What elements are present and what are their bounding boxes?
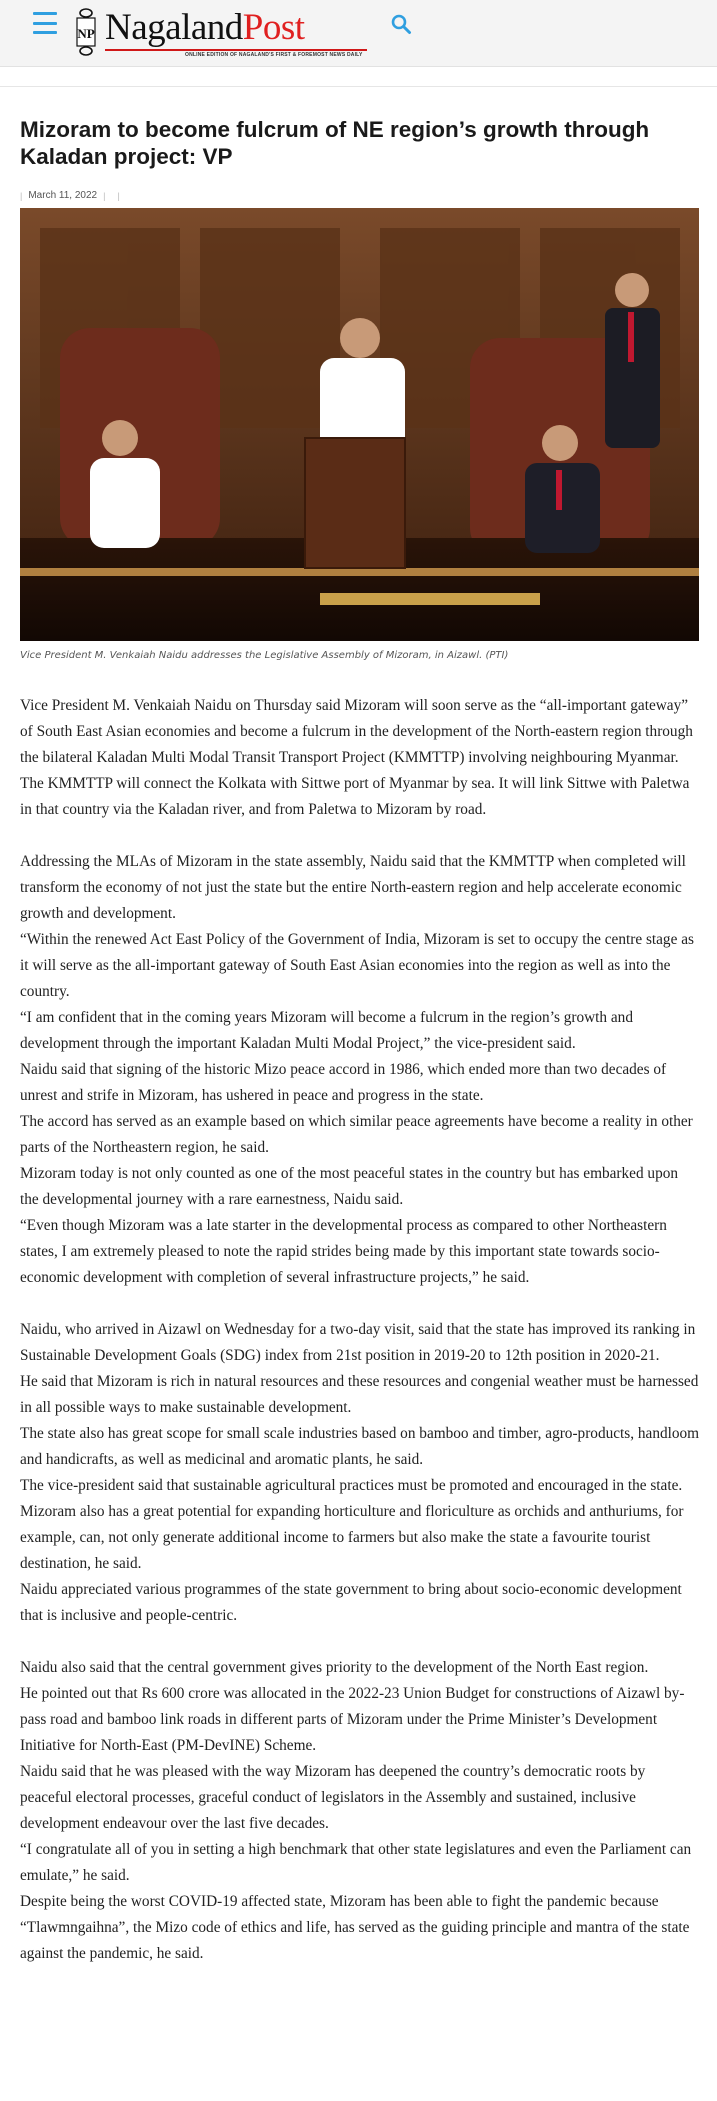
hamburger-menu-icon[interactable] bbox=[33, 12, 57, 34]
article-paragraph: Naidu said that he was pleased with the way Mizoram has deepened the country’s democratic roots by peaceful electoral processes, graceful conduct of legislators in the Assembly and sustained, inclusive development endeavour over the last five decades. bbox=[20, 1763, 646, 1832]
article-photo bbox=[20, 208, 699, 641]
article-meta bbox=[20, 190, 126, 201]
article-paragraph: The KMMTTP will connect the Kolkata with Sittwe port of Myanmar by sea. It will link Sittwe with Paletwa in that country via the Kaladan river, and from Paletwa to Mizoram by road. bbox=[20, 775, 690, 818]
article-body bbox=[20, 693, 700, 1967]
article-paragraph: Mizoram today is not only counted as one of the most peaceful states in the country but has embarked upon the developmental journey with a rare earnestness, Naidu said. bbox=[20, 1165, 679, 1208]
article-paragraph: “I am confident that in the coming years Mizoram will become a fulcrum in the region’s growth and development through the important Kaladan Multi Modal Project,” the vice-president said. bbox=[20, 1009, 633, 1052]
article-paragraph: Naidu appreciated various programmes of the state government to bring about socio-economic development that is inclusive and people-centric. bbox=[20, 1581, 682, 1624]
article-paragraph: “I congratulate all of you in setting a high benchmark that other state legislatures and even the Parliament can emulate,” he said. bbox=[20, 1841, 692, 1884]
meta-separator: | bbox=[117, 190, 120, 201]
article-paragraph: Naidu also said that the central government gives priority to the development of the North East region. bbox=[20, 1659, 649, 1676]
meta-separator: | bbox=[20, 190, 23, 201]
menu-bar bbox=[33, 22, 57, 25]
logo-mark-text: NP bbox=[77, 26, 95, 41]
article-date: March 11, 2022 bbox=[28, 190, 98, 201]
article-title: Mizoram to become fulcrum of NE region’s growth through Kaladan project: VP bbox=[20, 117, 650, 169]
article-paragraph: The accord has served as an example based on which similar peace agreements have become a reality in other parts of the Northeastern region, he said. bbox=[20, 1113, 693, 1156]
logo-tagline: ONLINE EDITION OF NAGALAND'S FIRST & FOREMOST NEWS DAILY bbox=[185, 52, 363, 58]
article-paragraph: The vice-president said that sustainable agricultural practices must be promoted and encouraged in the state. bbox=[20, 1477, 683, 1494]
article-paragraph: Addressing the MLAs of Mizoram in the state assembly, Naidu said that the KMMTTP when completed will transform the economy of not just the state but the entire North-eastern region and help accelerate economic growth and development. bbox=[20, 853, 686, 922]
article-paragraph: Mizoram also has a great potential for expanding horticulture and floriculture as orchids and anthuriums, for example, can, not only generate additional income to farmers but also make the state a favourite tourist destination, he said. bbox=[20, 1503, 684, 1572]
divider bbox=[0, 86, 717, 87]
site-logo[interactable] bbox=[75, 6, 375, 60]
menu-bar bbox=[33, 31, 57, 34]
logo-wordmark bbox=[105, 8, 305, 48]
article-paragraph: He said that Mizoram is rich in natural resources and these resources and congenial weather must be harnessed in all possible ways to make sustainable development. bbox=[20, 1373, 699, 1416]
logo-mark-icon bbox=[75, 8, 97, 56]
article-paragraph: “Even though Mizoram was a late starter in the developmental process as compared to other Northeastern states, I am extremely pleased to note the rapid strides being made by this important state towards socio-economic development with completion of several infrastructure projects,” he said. bbox=[20, 1217, 667, 1286]
article-paragraph: Vice President M. Venkaiah Naidu on Thursday said Mizoram will soon serve as the “all-important gateway” of South East Asian economies and become a fulcrum in the development of the North-eastern region through the bilateral Kaladan Multi Modal Transit Transport Project (KMMTTP) involving neighbouring Myanmar. bbox=[20, 697, 693, 766]
photo-caption: Vice President M. Venkaiah Naidu addresses the Legislative Assembly of Mizoram, in Aizawl. (PTI) bbox=[20, 650, 509, 661]
article-paragraph: He pointed out that Rs 600 crore was allocated in the 2022-23 Union Budget for constructions of Aizawl by-pass road and bamboo link roads in different parts of Mizoram under the Prime Minister’s Development Initiative for North-East (PM-DevINE) Scheme. bbox=[20, 1685, 685, 1754]
search-icon[interactable] bbox=[390, 13, 412, 35]
logo-text-nagaland: Nagaland bbox=[105, 7, 243, 48]
article-paragraph: Despite being the worst COVID-19 affected state, Mizoram has been able to fight the pandemic because “Tlawmngaihna”, the Mizo code of ethics and life, has served as the guiding principle and mantra of the state against the pandemic, he said. bbox=[20, 1893, 690, 1962]
article-paragraph: “Within the renewed Act East Policy of the Government of India, Mizoram is set to occupy the centre stage as it will serve as the all-important gateway of South East Asian economies into the region as well as into the country. bbox=[20, 931, 694, 1000]
meta-separator: | bbox=[103, 190, 106, 201]
article-paragraph: Naidu said that signing of the historic Mizo peace accord in 1986, which ended more than two decades of unrest and strife in Mizoram, has ushered in peace and progress in the state. bbox=[20, 1061, 667, 1104]
menu-bar bbox=[33, 12, 57, 15]
logo-underline bbox=[105, 49, 367, 51]
site-header bbox=[0, 0, 717, 67]
article-paragraph: Naidu, who arrived in Aizawl on Wednesday for a two-day visit, said that the state has improved its ranking in Sustainable Development Goals (SDG) index from 21st position in 2019-20 to 12th position in 2020-21. bbox=[20, 1321, 696, 1364]
logo-text-post: Post bbox=[242, 7, 305, 48]
article-paragraph: The state also has great scope for small scale industries based on bamboo and timber, agro-products, handloom and handicrafts, as well as medicinal and aromatic plants, he said. bbox=[20, 1425, 700, 1468]
